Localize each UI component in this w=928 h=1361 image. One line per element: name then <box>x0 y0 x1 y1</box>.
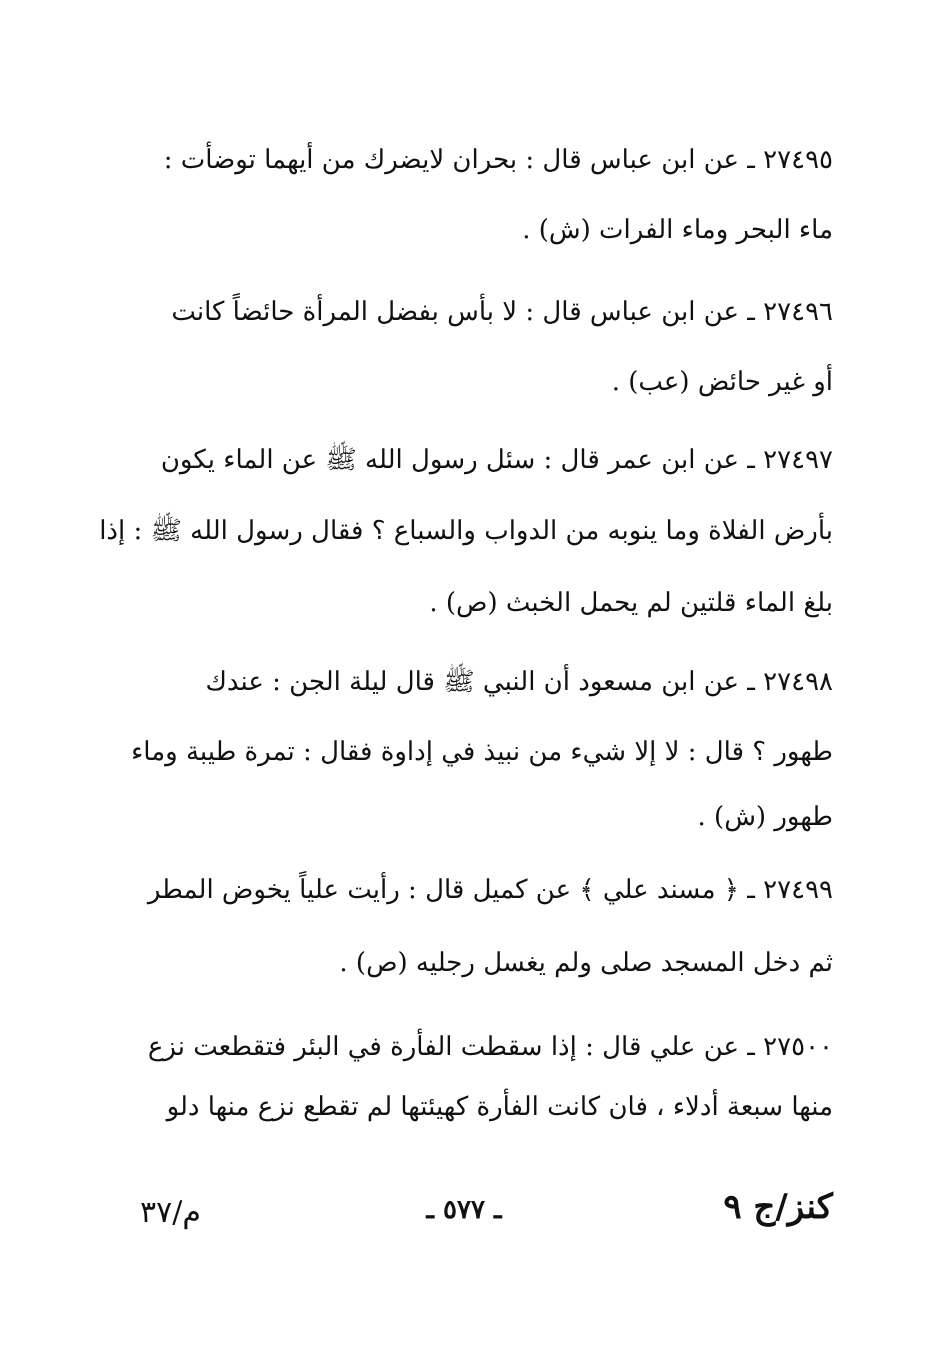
entry-27499-line-1: ٢٧٤٩٩ ـ ﴿ مسند علي ﴾ عن كميل قال : رأيت علياً يخوض المطر <box>147 875 833 905</box>
footer-signature-mark: م/٣٧ <box>140 1195 201 1230</box>
entry-27496-line-1: ٢٧٤٩٦ ـ عن ابن عباس قال : لا بأس بفضل المرأة حائضاً كانت <box>171 297 833 327</box>
entry-27497-line-2: بأرض الفلاة وما ينوبه من الدواب والسباع ؟ فقال رسول الله ﷺ : إذا <box>99 516 833 546</box>
entry-27498-line-3: طهور (ش) . <box>697 802 833 832</box>
entry-27498-line-2: طهور ؟ قال : لا إلا شيء من نبيذ في إداوة فقال : تمرة طيبة وماء <box>131 737 833 767</box>
entry-27497-line-1: ٢٧٤٩٧ ـ عن ابن عمر قال : سئل رسول الله ﷺ عن الماء يكون <box>160 445 833 475</box>
page-footer <box>0 1187 928 1245</box>
entry-27495-line-2: ماء البحر وماء الفرات (ش) . <box>522 215 833 245</box>
entry-27497-line-3: بلغ الماء قلتين لم يحمل الخبث (ص) . <box>429 588 833 618</box>
entry-27500-line-2: منها سبعة أدلاء ، فان كانت الفأرة كهيئتها لم تقطع نزع منها دلو <box>166 1092 833 1122</box>
page-number: ـ ٥٧٧ ـ <box>426 1195 502 1225</box>
entry-27498-line-1: ٢٧٤٩٨ ـ عن ابن مسعود أن النبي ﷺ قال ليلة الجن : عندك <box>205 667 833 697</box>
footer-volume-label: كنز/ج ٩ <box>723 1187 833 1227</box>
entry-27500-line-1: ٢٧٥٠٠ ـ عن علي قال : إذا سقطت الفأرة في البئر فتقطعت نزع <box>147 1032 833 1062</box>
entry-27496-line-2: أو غير حائض (عب) . <box>611 367 833 397</box>
entry-27495-line-1: ٢٧٤٩٥ ـ عن ابن عباس قال : بحران لايضرك من أيهما توضأت : <box>163 145 833 175</box>
entry-27499-line-2: ثم دخل المسجد صلى ولم يغسل رجليه (ص) . <box>339 948 833 978</box>
